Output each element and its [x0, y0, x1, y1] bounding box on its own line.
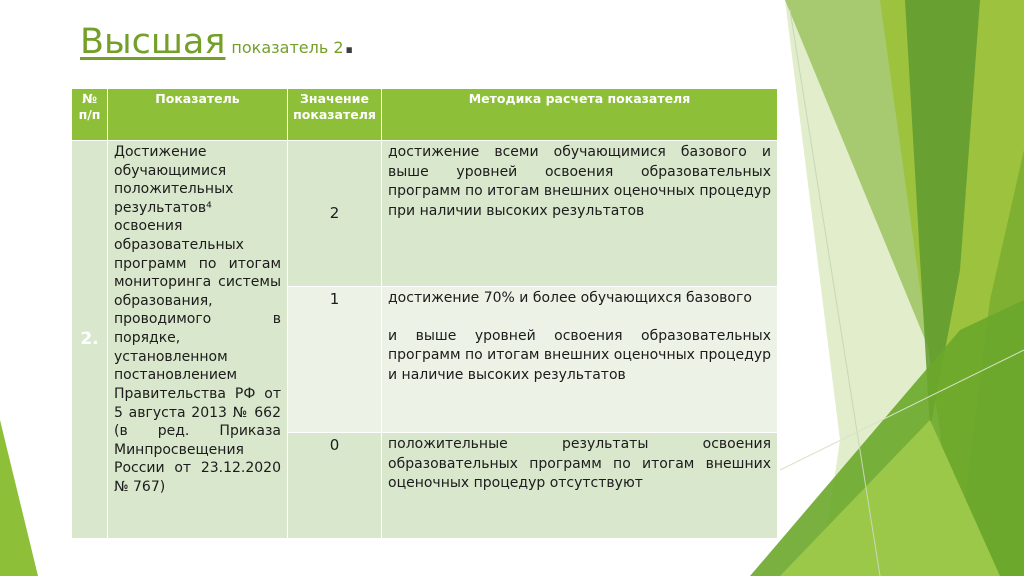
- method-line: и наличие высоких результатов: [388, 366, 626, 383]
- indicator-text: Достижение обучающимися положительных результатов⁴ освоения образовательных программ по итогам мониторинга системы образования, проводимого в порядке, установленном постановлением Правительства РФ от 5 августа 2013 № 662 (в ред. Приказа Минпросвещения России от 23.12.2020 № 767): [108, 141, 288, 539]
- header-indicator: Показатель: [108, 89, 288, 141]
- value-cell: 1: [288, 287, 382, 433]
- method-line: положительные результаты освоения образовательных программ по итогам внешних оценочных процедур отсутствуют: [388, 436, 771, 492]
- title-dot: .: [343, 26, 355, 61]
- value-cell: 2: [288, 141, 382, 287]
- slide-title: [80, 22, 355, 62]
- method-line: достижение 70% и более обучающихся базового: [388, 290, 752, 306]
- method-cell: [382, 141, 778, 287]
- title-main: Высшая: [80, 22, 226, 62]
- header-number: № п/п: [72, 89, 108, 141]
- header-method: Методика расчета показателя: [382, 89, 778, 141]
- method-cell: [382, 287, 778, 433]
- method-line: и выше уровней освоения образовательных программ по итогам внешних оценочных процедур: [388, 327, 771, 364]
- method-line: достижение всеми обучающимися базового и выше уровней освоения образовательных программ по итогам внешних оценочных процедур при наличии высоких результатов: [388, 144, 771, 219]
- value-cell: 0: [288, 433, 382, 539]
- method-cell: [382, 433, 778, 539]
- row-number: 2.: [72, 141, 108, 539]
- title-sub: показатель 2: [231, 38, 344, 57]
- indicator-table: [71, 88, 778, 539]
- header-value: Значение показателя: [288, 89, 382, 141]
